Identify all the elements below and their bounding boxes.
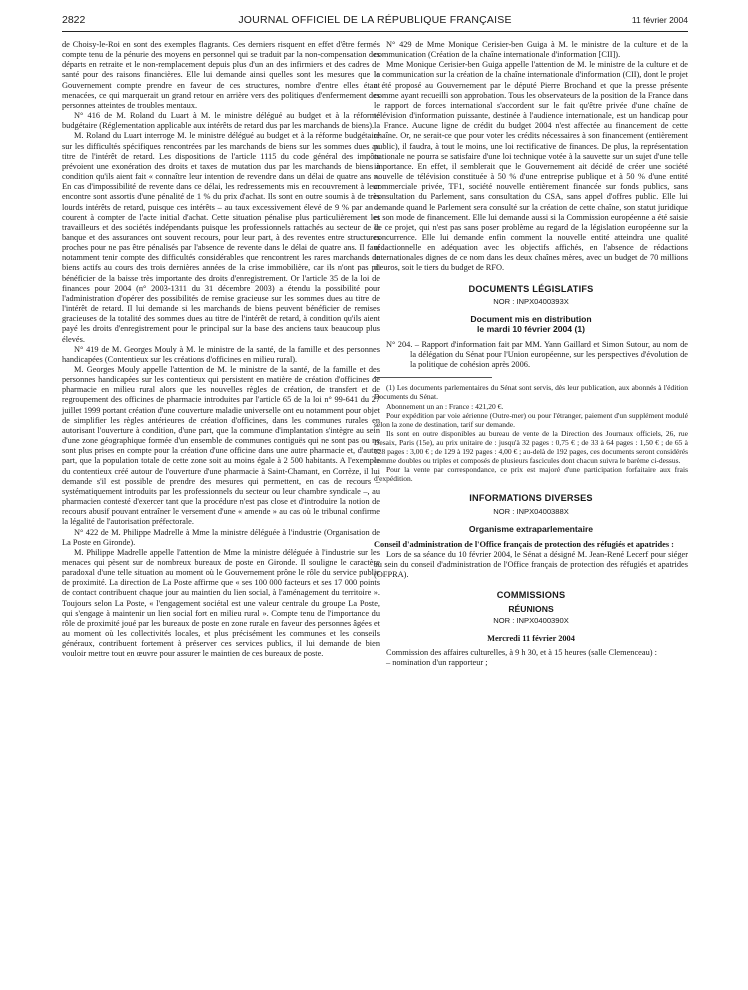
footnote: Pour expédition par voie aérienne (Outre-mer) ou pour l'étranger, paiement d'un supplément modulé selon la zone de destination, tarif sur demande. — [374, 410, 688, 429]
right-column — [374, 40, 688, 668]
question-title: N° 416 de M. Roland du Luart à M. le ministre délégué au budget et à la réforme budgétaire (Réglementation applicable aux intérêts de retard dus par les marchands de biens). — [62, 111, 380, 131]
document-item: N° 204. – Rapport d'information fait par MM. Yann Gaillard et Simon Sutour, au nom de la délégation du Sénat pour l'Union européenne, sur les perspectives d'évolution de la politique de cohésion après 2006. — [386, 339, 688, 370]
paragraph: Mme Monique Cerisier-ben Guiga appelle l'attention de M. le ministre de la culture et de la communication sur la création de la chaîne internationale d'information (CII), dont le projet a été proposé au Gouvernement par le député Pierre Brochand et que la presse présente comme ayant recueilli son approbation. Tous les observateurs de la position de la France dans le rapport de forces international s'accordent sur le fait qu'être privée d'une chaîne de télévision d'information puissante, destinée à l'audience internationale, est un handicap pour la France. Aucune ligne de crédit du budget 2004 n'est affectée au financement de cette chaîne. Or, ne serait-ce que pour voter les crédits nécessaires à son financement (entièrement public), il faudra, à tout le moins, une loi rectificative de finances. De plus, la représentation nationale ne pourra se satisfaire d'une loi technique votée à la sauvette sur un sujet d'une telle importance. En effet, il semblerait que le Gouvernement ait décidé de créer une société nouvelle de télévision constituée à 50 % d'une entreprise publique et à 50 % d'une entité commerciale privée, TF1, société nouvelle entièrement financée sur fonds publics, sans consultation du Parlement, sans consultation du CSA, sans appel d'offres public. Elle lui demande quand le Parlement sera consulté sur la création de cette chaîne, son statut juridique et son mode de financement. Elle lui demande aussi si la Commission européenne a été saisie de ce projet, qui n'est pas sans poser problème au regard de la législation européenne sur la concurrence. Elle lui demande enfin comment la nouvelle entité atteindra une qualité rédactionnelle en adéquation avec les objectifs affichés, en l'absence de rédactions internationales dignes de ce nom dans les deux chaînes mères, avec un budget de 70 millions d'euros, soit le tiers du budget de RFO. — [374, 60, 688, 273]
paragraph: M. Philippe Madrelle appelle l'attention de Mme la ministre déléguée à l'industrie sur les menaces qui pèsent sur de nombreux bureaux de poste en Gironde. Il souligne le caractère paradoxal d'une telle situation au moment où le Gouvernement prône le rôle du service public de proximité. La direction de La Poste affirme que « ses 100 000 facteurs et ses 17 000 points de contact contribuent chaque jour au maintien du lien social, à l'aménagement du territoire ». Toujours selon La Poste, « l'engagement sociétal est une valeur centrale du groupe La Poste, qui s'engage à maintenir un lien social fort en milieu rural ». Compte tenu de l'importance du rôle de proximité joué par les bureaux de poste en zone rurale en faveur des personnes âgées et au moment où les collectivités locales, et plus précisément les communes et les conseils généraux, contribuent fortement à préserver ces services publics, il lui demande de bien vouloir mettre tout en œuvre pour assurer le maintien de ces bureaux de poste. — [62, 547, 380, 659]
subsection-heading — [374, 314, 688, 334]
nor-reference: NOR : INPX0400388X — [493, 506, 569, 516]
page-number: 2822 — [62, 14, 86, 26]
footnote: Ils sont en outre disponibles au bureau de vente de la Direction des Journaux officiels, 26, rue Desaix, Paris (15e), au prix unitaire de : jusqu'à 32 pages : 0,75 € ; de 33 à 64 pages : 1,50 € ; de 65 à 128 pages : 3,00 € ; de 129 à 192 pages : 4,00 € ; au-delà de 192 pages, ces documents seront considérés comme doubles ou triples et composés de plusieurs fascicules dont chacun suivra le barème ci-dessus. — [374, 428, 688, 466]
paragraph: Lors de sa séance du 10 février 2004, le Sénat a désigné M. Jean-René Lecerf pour siéger au sein du conseil d'administration de l'Office français de protection des réfugiés et apatrides (OFPRA). — [374, 549, 688, 580]
paragraph: M. Georges Mouly appelle l'attention de M. le ministre de la santé, de la famille et des personnes handicapées sur les contentieux qui persistent en matière de création d'officines de pharmacie en milieu rural alors que les nouvelles règles de création, de transfert et de regroupement des officines de pharmacie introduites par l'article 65 de la loi n° 99-641 du 27 juillet 1999 portant création d'une couverture maladie universelle ont eu notamment pour objet de simplifier les règles antérieures de création d'officines, dans les communes rurales en autorisant l'ouverture à condition, d'une part, que la commune d'implantation s'intègre au sein d'une zone géographique formée d'un ensemble de communes contiguës qui ne sont pas ou ne sont plus prises en compte pour la création d'une officine dans une autre pharmacie et, d'autre part, que la population totale de cette zone soit au moins égale à 2 500 habitants. A l'exemple du contentieux créé autour de l'ouverture d'une pharmacie à Saint-Chamant, en Corrèze, il lui demande s'il est possible de prendre des mesures qui permettent, en cas de recours – systématiquement introduits par les professionnels du secteur ou leur chambre syndicale –, au pharmacien contesté d'exercer tant que la procédure n'est pas close et d'introduire la notion de recours abusif pouvant entraîner le versement d'une « amende » au cas où le tribunal confirme la légalité de l'autorisation préfectorale. — [62, 365, 380, 527]
left-column — [62, 40, 380, 660]
question-title: N° 419 de M. Georges Mouly à M. le ministre de la santé, de la famille et des personnes handicapées (Contentieux sur les créations d'officines en milieu rural). — [62, 344, 380, 364]
subsection-line: le mardi 10 février 2004 (1) — [477, 323, 585, 334]
organism-heading: Conseil d'administration de l'Office français de protection des réfugiés et apatrides : — [374, 539, 674, 549]
paragraph: M. Roland du Luart interroge M. le ministre délégué au budget et à la réforme budgétaire sur les difficultés spécifiques rencontrées par les marchands de biens sur les sommes dues au titre de l'intérêt de retard. Les dispositions de l'article 1115 du code général des impôts prévoient une exonération des droits et taxes de mutation dus par les marchands de biens à condition qu'ils aient fait « connaître leur intention de revendre dans un délai de quatre ans ». En cas d'impossibilité de revente dans ce délai, les redressements mis en recouvrement à leur encontre sont assortis d'une pénalité de 1 % du prix d'achat. Ils sont en outre soumis à de très lourds intérêts de retard, puisque ces intérêts – au taux excessivement élevé de 9 % par an – courent à compter de l'acte initial d'achat. Cette situation pénalise plus particulièrement les travailleurs et des sociétés indépendants puisque les professionnels rattachés au secteur de la banque et des assurances ont souvent recours, pour leur part, à des reventes entre structures proches pour ne pas être pénalisés par l'absence de revente dans le délai de quatre ans. Il faut notamment tenir compte des difficultés considérables que rencontrent les rares marchands de biens actifs au cours des trois dernières années de la crise immobilière, car ils n'ont pas pu bénéficier de la baisse très importante des droits d'enregistrement. Or l'article 35 de la loi de finances pour 2004 (n° 2003-1311 du 31 décembre 2003) a étendu la possibilité pour l'administration d'opérer des possibilités de remise gracieuse sur les sommes dues au titre de l'intérêt de retard. Il lui demande si les marchands de biens peuvent bénéficier de remises gracieuses de la totalité des sommes dues au titre de l'intérêt de retard, à condition qu'ils aient payé les droits d'enregistrement pour le principal sur la base des anciens taux beaucoup plus élevés. — [62, 131, 380, 344]
meeting-date: Mercredi 11 février 2004 — [487, 633, 575, 643]
page-header — [62, 12, 688, 30]
commission-entry: Commission des affaires culturelles, à 9 h 30, et à 15 heures (salle Clemenceau) : — [386, 647, 657, 657]
nor-reference: NOR : INPX0400393X — [493, 296, 569, 306]
question-title: N° 429 de Mme Monique Cerisier-ben Guiga à M. le ministre de la culture et de la communication (Création de la chaîne internationale d'information [CII]). — [374, 40, 688, 60]
nor-reference: NOR : INPX0400390X — [493, 615, 569, 625]
question-title: N° 422 de M. Philippe Madrelle à Mme la ministre déléguée à l'industrie (Organisation de La Poste en Gironde). — [62, 527, 380, 547]
issue-date: 11 février 2004 — [631, 15, 688, 25]
journal-title: JOURNAL OFFICIEL DE LA RÉPUBLIQUE FRANÇAISE — [238, 14, 512, 26]
footnote-separator — [374, 377, 492, 378]
header-rule — [62, 31, 688, 32]
section-title-commissions: COMMISSIONS — [496, 590, 566, 601]
paragraph: de Choisy-le-Roi en sont des exemples flagrants. Ces derniers risquent en effet d'être fermés compte tenu de la pénurie des moyens en personnel qui se traduit par la non-compensation des départs en retraite et le non-remplacement depuis plus d'un an des infirmiers et des cadres de santé pour des raisons financières. Elle lui demande ainsi quelles sont les mesures que le Gouvernement compte prendre en faveur de ces structures, nombre d'entre elles étant menacées, ce qui marquerait un grand retour en arrière vers des politiques d'enfermement des personnes atteintes de troubles mentaux. — [62, 40, 380, 110]
section-title-informations: INFORMATIONS DIVERSES — [469, 493, 593, 504]
footnote: Abonnement un an : France : 421,20 €. — [386, 401, 504, 411]
footnote: Pour la vente par correspondance, ce prix est majoré d'une participation forfaitaire aux frais d'expédition. — [374, 465, 688, 484]
subsection-line: Document mis en distribution — [470, 313, 592, 324]
footnotes — [374, 383, 688, 483]
section-title-documents: DOCUMENTS LÉGISLATIFS — [468, 283, 594, 294]
agenda-item: – nomination d'un rapporteur ; — [386, 657, 488, 667]
footnote: (1) Les documents parlementaires du Sénat sont servis, dès leur publication, aux abonnés à l'édition Documents du Sénat. — [374, 383, 688, 402]
subsection-heading: RÉUNIONS — [508, 603, 554, 614]
subsection-heading: Organisme extraparlementaire — [468, 523, 594, 534]
